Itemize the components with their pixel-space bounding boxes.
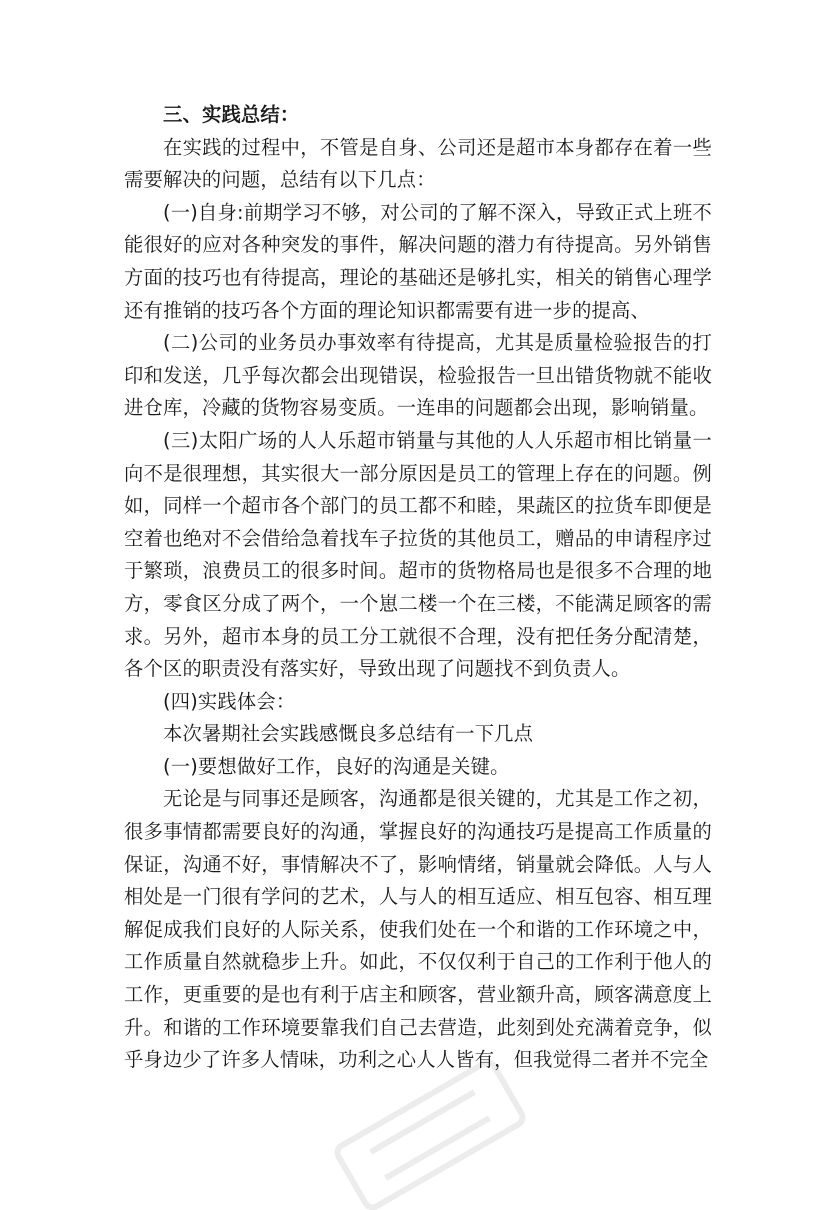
paragraph-company: (二)公司的业务员办事效率有待提高，尤其是质量检验报告的打印和发送，几乎每次都会出现错误，检验报告一旦出错货物就不能收进仓库，冷藏的货物容易变质。一连串的问题都会出现，影响销量。 <box>124 331 712 420</box>
paragraph-self: (一)自身:前期学习不够，对公司的了解不深入，导致正式上班不能很好的应对各种突发的事件，解决问题的潜力有待提高。另外销售方面的技巧也有待提高，理论的基础还是够扎实，相关的销售心理学还有推销的技巧各个方面的理论知识都需要有进一步的提高、 <box>124 200 712 322</box>
document-body <box>124 99 712 1077</box>
section-heading: 三、实践总结： <box>163 103 300 126</box>
paragraph-supermarket: (三)太阳广场的人人乐超市销量与其他的人人乐超市相比销量一向不是很理想，其实很大一部分原因是员工的管理上存在的问题。例如，同样一个超市各个部门的员工都不和睦，果蔬区的拉货车即便是空着也绝对不会借给急着找车子拉货的其他员工，赠品的申请程序过于繁琐，浪费员工的很多时间。超市的货物格局也是很多不合理的地方，零食区分成了两个，一个崽二楼一个在三楼，不能满足顾客的需求。另外，超市本身的员工分工就很不合理，没有把任务分配清楚，各个区的职责没有落实好，导致出现了问题找不到负责人。 <box>124 428 712 681</box>
paragraph-communication: 无论是与同事还是顾客，沟通都是很关键的，尤其是工作之初，很多事情都需要良好的沟通，掌握良好的沟通技巧是提高工作质量的保证，沟通不好，事情解决不了，影响情绪，销量就会降低。人与人相处是一门很有学问的艺术，人与人的相互适应、相互包容、相互理解促成我们良好的人际关系，使我们处在一个和谐的工作环境之中，工作质量自然就稳步上升。如此，不仅仅利于自己的工作利于他人的工作，更重要的是也有利于店主和顾客，营业额升高，顾客满意度上升。和谐的工作环境要靠我们自己去营造，此刻到处充满着竞争，似乎身边少了许多人情味，功利之心人人皆有，但我觉得二者并不完全 <box>124 787 712 1072</box>
paragraph-experience-heading: (四)实践体会： <box>163 689 296 713</box>
watermark-graphic <box>300 1060 560 1210</box>
paragraph-summary-intro: 本次暑期社会实践感慨良多总结有一下几点 <box>163 722 534 746</box>
paragraph-communication-heading: (一)要想做好工作，良好的沟通是关键。 <box>163 754 510 778</box>
paragraph-intro: 在实践的过程中，不管是自身、公司还是超市本身都存在着一些需要解决的问题，总结有以下几点： <box>124 135 712 192</box>
